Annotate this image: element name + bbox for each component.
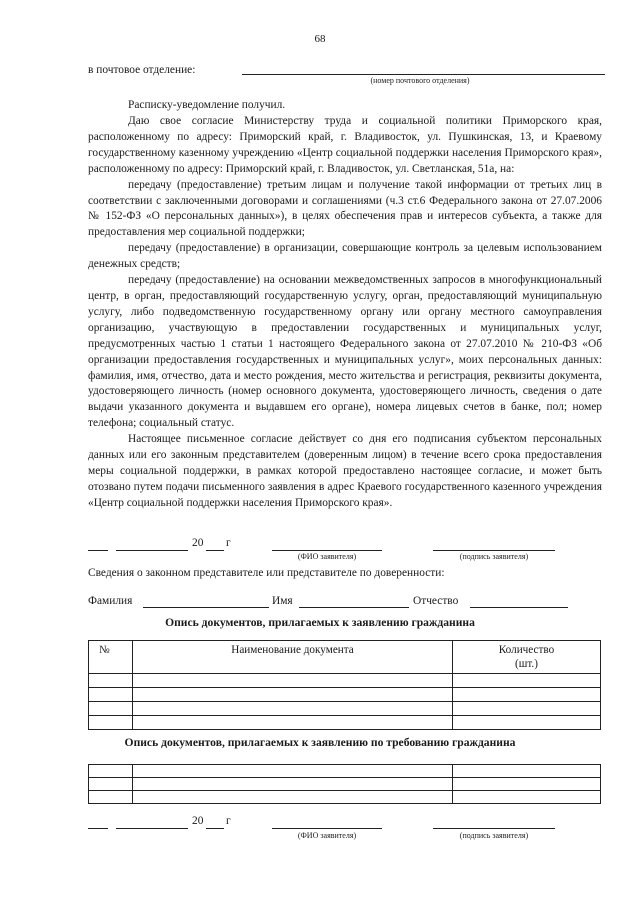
table-cell[interactable] xyxy=(133,688,453,702)
table-cell[interactable] xyxy=(89,674,133,688)
table-cell[interactable] xyxy=(89,716,133,730)
col-name-header: Наименование документа xyxy=(133,641,453,674)
consent-validity: Настоящее письменное согласие действует со дня его подписания субъектом персональных данных или его законным представителем (доверенным лицом) в течение всего срока предоставления меры социальной поддержки, в рамках которой предоставлено настоящее согласие, и может быть отозвано путем подачи письменного заявления в адрес Краевого государственного казенного учреждения «Центр социальной поддержки населения Приморского края». xyxy=(88,433,602,509)
year-prefix: 20 xyxy=(192,537,204,549)
consent-intro: Даю свое согласие Министерству труда и социальной политики Приморского края, расположенному по адресу: Приморский край, г. Владивосток, ул. Пушкинская, 13, и Краевому государственному казенному учреждению «Центр социальной поддержки населения Приморского края», расположенному по адресу: Приморский край, г. Владивосток, ул. Светланская, 51а, на: xyxy=(88,115,602,175)
col-qty-header-line2: (шт.) xyxy=(515,658,538,670)
table-cell[interactable] xyxy=(133,702,453,716)
patronymic-label: Отчество xyxy=(413,595,459,607)
year-suffix: г xyxy=(226,537,231,549)
name-field-line[interactable] xyxy=(299,607,409,608)
table-cell[interactable] xyxy=(89,702,133,716)
consent-item-1: передачу (предоставление) третьим лицам и получение такой информации от третьих лиц в соответствии с заключенными договорами и соглашениями (ч.3 ст.6 Федерального закона от 27.07.2006 № 152-ФЗ «О персональных данных»), в целях обеспечения прав и интересов субъекта, а также для предоставления мер социальной поддержки; xyxy=(88,178,602,239)
table-cell[interactable] xyxy=(453,702,601,716)
table-cell[interactable] xyxy=(133,791,453,804)
table-row xyxy=(89,765,601,778)
year-prefix-2: 20 xyxy=(192,815,204,827)
consent-body xyxy=(88,114,602,512)
table-cell[interactable] xyxy=(453,778,601,791)
table-cell[interactable] xyxy=(89,778,133,791)
table-cell[interactable] xyxy=(453,716,601,730)
table-cell[interactable] xyxy=(89,765,133,778)
table-row xyxy=(89,791,601,804)
table-cell[interactable] xyxy=(133,716,453,730)
surname-label: Фамилия xyxy=(88,595,133,607)
year-field-line[interactable] xyxy=(206,550,224,551)
inventory-1-table xyxy=(88,640,601,730)
month-field-line-2[interactable] xyxy=(116,828,188,829)
inventory-1-title: Опись документов, прилагаемых к заявлению гражданина xyxy=(165,616,475,629)
fio-caption-2: (ФИО заявителя) xyxy=(297,831,357,840)
table-cell[interactable] xyxy=(133,765,453,778)
table-row xyxy=(89,688,601,702)
postal-caption: (номер почтового отделения) xyxy=(370,76,470,85)
signature-field-line-2[interactable] xyxy=(433,828,555,829)
table-cell[interactable] xyxy=(89,791,133,804)
postal-label: в почтовое отделение: xyxy=(88,64,196,76)
col-number-header: № xyxy=(89,641,133,674)
receipt-text: Расписку-уведомление получил. xyxy=(128,99,286,111)
table-cell[interactable] xyxy=(453,674,601,688)
signature-field-line[interactable] xyxy=(433,550,555,551)
table-cell[interactable] xyxy=(453,791,601,804)
table-row xyxy=(89,778,601,791)
consent-item-3: передачу (предоставление) на основании межведомственных запросов в многофункциональный центр, в орган, предоставляющий государственную услугу, орган, предоставляющий муниципальную услугу, либо подведомственную государственному органу или органу местного самоуправления организацию, участвующую в предоставлении государственных и муниципальных услуг, предусмотренных частью 1 статьи 1 настоящего Федерального закона от 27.07.2010 № 210-ФЗ «Об организации предоставления государственных и муниципальных услуг», моих персональных данных: фамилия, имя, отчество, дата и место рождения, место жительства и регистрация, реквизиты документа, удостоверяющего личность (номер основного документа, удостоверяющего личность, сведения о дате выдачи указанного документа и выдавшем его органе), номера лицевых счетов в банке, пол; номер телефона; социальный статус. xyxy=(88,274,602,430)
surname-field-line[interactable] xyxy=(143,607,269,608)
table-row xyxy=(89,702,601,716)
signature-caption: (подпись заявителя) xyxy=(459,552,529,561)
table-cell[interactable] xyxy=(89,688,133,702)
table-cell[interactable] xyxy=(453,688,601,702)
consent-item-2: передачу (предоставление) в организации, совершающие контроль за целевым использованием денежных средств; xyxy=(88,242,602,271)
col-qty-header xyxy=(453,641,601,674)
month-field-line[interactable] xyxy=(116,550,188,551)
patronymic-field-line[interactable] xyxy=(470,607,568,608)
col-qty-header-line1: Количество xyxy=(498,644,555,656)
table-cell[interactable] xyxy=(133,778,453,791)
year-suffix-2: г xyxy=(226,815,231,827)
table-cell[interactable] xyxy=(133,674,453,688)
table-header-row xyxy=(89,641,601,674)
year-field-line-2[interactable] xyxy=(206,828,224,829)
day-field-line-2[interactable] xyxy=(88,828,108,829)
page-number: 68 xyxy=(314,33,326,45)
name-label: Имя xyxy=(272,595,293,607)
fio-field-line-2[interactable] xyxy=(272,828,382,829)
inventory-2-title: Опись документов, прилагаемых к заявлению по требованию гражданина xyxy=(124,736,516,749)
day-field-line[interactable] xyxy=(88,550,108,551)
representative-heading: Сведения о законном представителе или представителе по доверенности: xyxy=(88,567,445,579)
table-row xyxy=(89,716,601,730)
table-row xyxy=(89,674,601,688)
table-cell[interactable] xyxy=(453,765,601,778)
postal-field-line[interactable] xyxy=(242,74,605,75)
fio-field-line[interactable] xyxy=(272,550,382,551)
inventory-2-table xyxy=(88,764,601,804)
fio-caption: (ФИО заявителя) xyxy=(297,552,357,561)
signature-caption-2: (подпись заявителя) xyxy=(459,831,529,840)
